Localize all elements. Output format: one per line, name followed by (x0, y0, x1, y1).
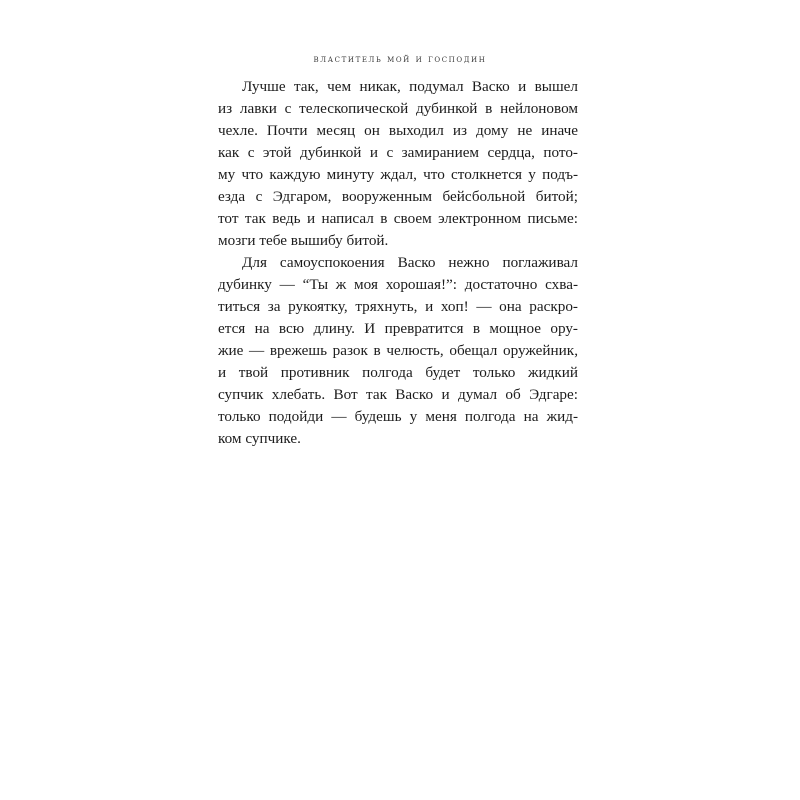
text-line: жие — врежешь разок в челюсть, обещал оружейник, (218, 342, 578, 359)
text-line: му что каждую минуту ждал, что столкнется у подъ- (218, 166, 578, 183)
text-line: супчик хлебать. Вот так Васко и думал об Эдгаре: (218, 386, 578, 403)
text-line: тот так ведь и написал в своем электронном письме: (218, 210, 578, 227)
text-line: езда с Эдгаром, вооруженным бейсбольной битой; (218, 188, 578, 205)
text-line: чехле. Почти месяц он выходил из дому не иначе (218, 122, 578, 139)
text-line: и твой противник полгода будет только жидкий (218, 364, 578, 381)
text-line: мозги тебе вышибу битой. (218, 232, 389, 249)
text-line: Лучше так, чем никак, подумал Васко и вышел (242, 78, 578, 95)
text-line: только подойди — будешь у меня полгода на жид- (218, 408, 578, 425)
text-line: как с этой дубинкой и с замиранием сердца, пото- (218, 144, 578, 161)
text-line: дубинку — “Ты ж моя хорошая!”: достаточно схва- (218, 276, 578, 293)
text-line: из лавки с телескопической дубинкой в нейлоновом (218, 100, 578, 117)
text-line: ком супчике. (218, 430, 301, 447)
text-line: ется на всю длину. И превратится в мощное ору- (218, 320, 578, 337)
text-line: Для самоуспокоения Васко нежно поглаживал (242, 254, 578, 271)
text-line: титься за рукоятку, тряхнуть, и хоп! — она раскро- (218, 298, 578, 315)
running-head: властитель мой и господин (313, 54, 487, 65)
